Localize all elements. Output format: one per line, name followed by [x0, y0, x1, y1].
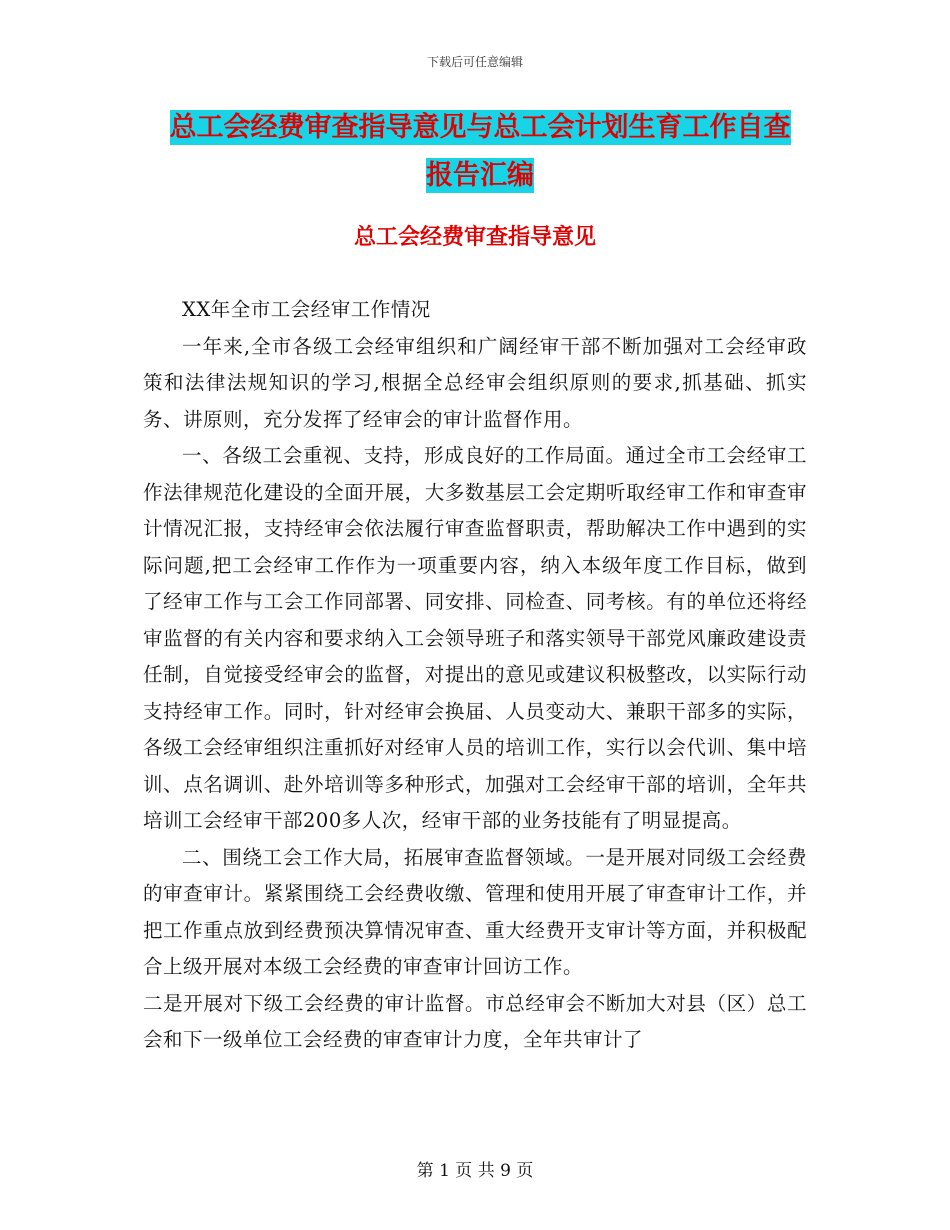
paragraph: 二、围绕工会工作大局，拓展审查监督领域。一是开展对同级工会经费的审查审计。紧紧围绕工会经费收缴、管理和使用开展了审查审计工作，并把工作重点放到经费预决算情况审查、重大经费开支审计等方面，并积极配合上级开展对本级工会经费的审查审计回访工作。	[143, 845, 807, 978]
title-line-1: 总工会经费审查指导意见与总工会计划生育工作自查	[169, 112, 791, 143]
document-title	[140, 104, 820, 200]
title-line-2: 报告汇编	[426, 160, 534, 191]
paragraph: 二是开展对下级工会经费的审计监督。市总经审会不断加大对县（区）总工会和下一级单位工会经费的审查审计力度，全年共审计了	[143, 991, 807, 1051]
section-title: 总工会经费审查指导意见	[353, 225, 596, 250]
page-footer: 第 1 页 共 9 页	[416, 1161, 534, 1181]
paragraph: 一、各级工会重视、支持，形成良好的工作局面。通过全市工会经审工作法律规范化建设的全面开展，大多数基层工会定期听取经审工作和审查审计情况汇报，支持经审会依法履行审查监督职责，帮助解决工作中遇到的实际问题,把工会经审工作作为一项重要内容，纳入本级年度工作目标，做到了经审工作与工会工作同部署、同安排、同检查、同考核。有的单位还将经审监督的有关内容和要求纳入工会领导班子和落实领导干部党风廉政建设责任制，自觉接受经审会的监督，对提出的意见或建议积极整改，以实际行动支持经审工作。同时，针对经审会换届、人员变动大、兼职干部多的实际，各级工会经审组织注重抓好对经审人员的培训工作，实行以会代训、集中培训、点名调训、赴外培训等多种形式，加强对工会经审干部的培训，全年共培训工会经审干部200多人次，经审干部的业务技能有了明显提高。	[143, 444, 807, 832]
paragraph: XX年全市工会经审工作情况	[182, 298, 431, 321]
document-body	[143, 292, 807, 1059]
paragraph: 一年来,全市各级工会经审组织和广阔经审干部不断加强对工会经审政策和法律法规知识的学习,根据全总经审会组织原则的要求,抓基础、抓实务、讲原则，充分发挥了经审会的审计监督作用。	[143, 334, 807, 431]
header-note: 下载后可任意编辑	[426, 55, 523, 69]
